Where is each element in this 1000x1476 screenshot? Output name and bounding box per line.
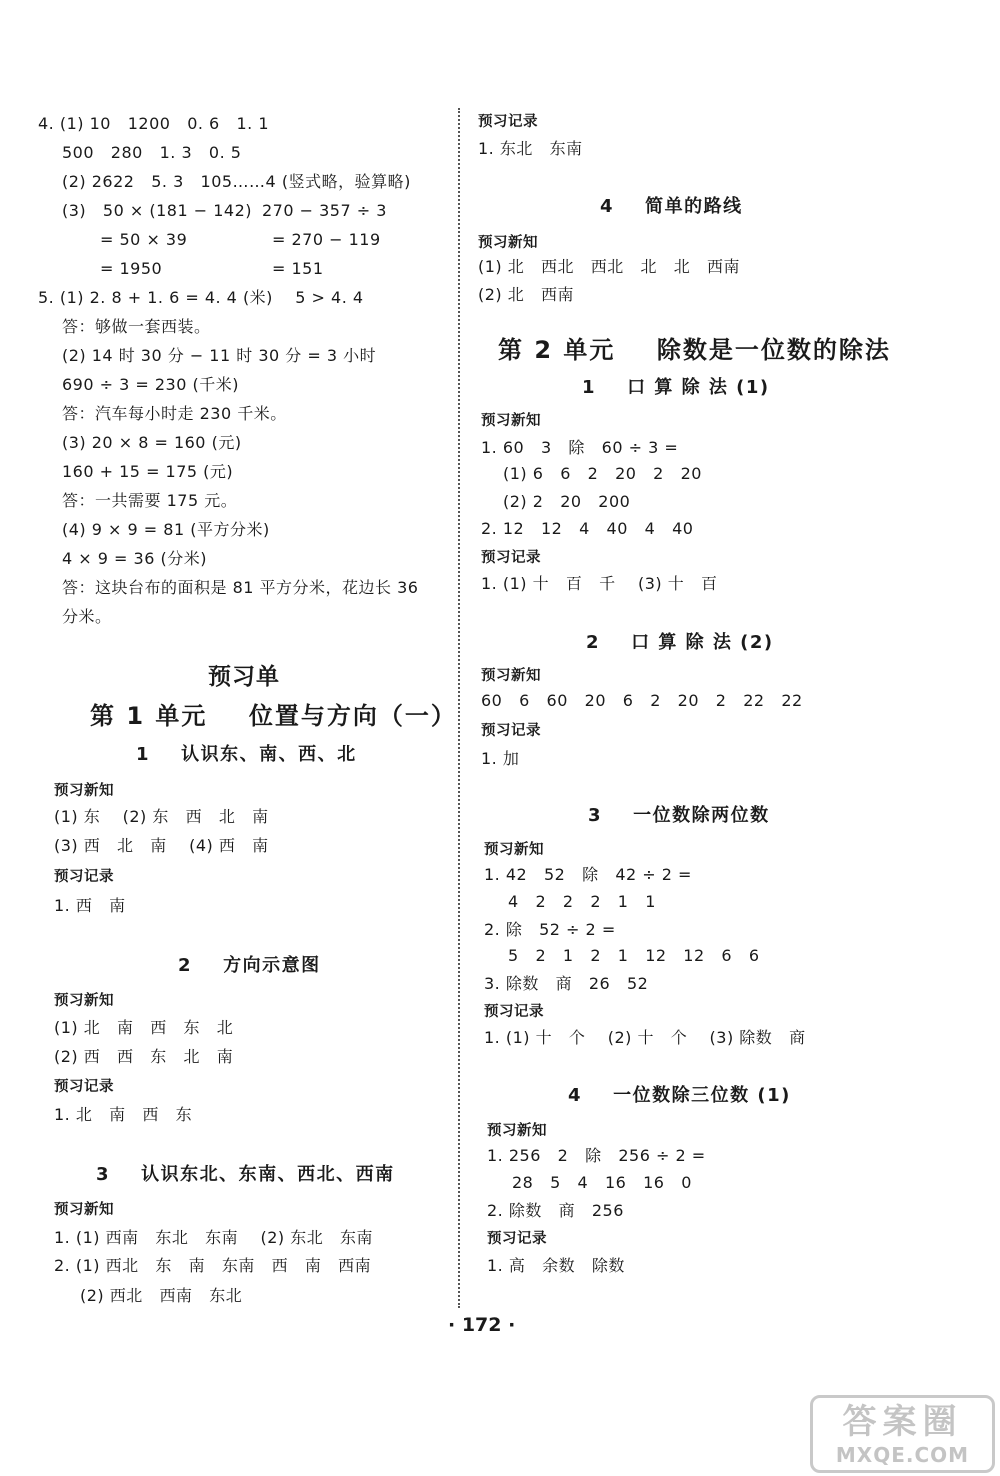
answer-4-line-4a: (3) 50 × (181 − 142) — [62, 201, 252, 220]
answer-4-line-5b: = 270 − 119 — [272, 230, 381, 249]
page-title: 预习单 — [208, 664, 280, 690]
answer-4-line-2: 500 280 1. 3 0. 5 — [62, 143, 242, 162]
page-number: · 172 · — [448, 1314, 516, 1336]
section-4-line-2: (2) 北 西南 — [478, 285, 575, 304]
unit-2-section-1-line-4: 2. 12 12 4 40 4 40 — [481, 519, 694, 538]
unit-2-section-3-line-4: 5 2 1 2 1 12 12 6 6 — [508, 946, 760, 965]
answer-5-line-8: 答：一共需要 175 元。 — [62, 491, 238, 510]
section-3-line-2: 2. (1) 西北 东 南 东南 西 南 西南 — [54, 1256, 372, 1275]
section-2-preview-label: 预习新知 — [54, 993, 114, 1009]
unit-2-section-4-line-1: 1. 256 2 除 256 ÷ 2 = — [487, 1146, 706, 1165]
answer-4-line-4b: 270 − 357 ÷ 3 — [262, 201, 387, 220]
unit-2-section-2-record-label: 预习记录 — [481, 723, 541, 739]
section-4-line-1: (1) 北 西北 西北 北 北 西南 — [478, 257, 741, 276]
unit-2-section-3-preview-label: 预习新知 — [484, 842, 544, 858]
unit-2-section-4-record-label: 预习记录 — [487, 1231, 547, 1247]
watermark-logo — [810, 1395, 995, 1473]
answer-5-line-7: 160 + 15 = 175 (元) — [62, 462, 234, 481]
section-2-record-label: 预习记录 — [54, 1079, 114, 1095]
section-4-heading: 4 简单的路线 — [600, 196, 743, 217]
answer-5-line-12: 分米。 — [62, 607, 112, 626]
unit-2-section-3-record-label: 预习记录 — [484, 1004, 544, 1020]
unit-2-section-4-preview-label: 预习新知 — [487, 1123, 547, 1139]
answer-4-line-3: (2) 2622 5. 3 105……4 (竖式略，验算略) — [62, 172, 411, 191]
watermark-line-1: 答案圈 — [842, 1402, 963, 1442]
unit-2-section-4-line-2: 28 5 4 16 16 0 — [512, 1173, 692, 1192]
answer-4-line-6a: = 1950 — [100, 259, 163, 278]
unit-2-section-2-line-1: 60 6 60 20 6 2 20 2 22 22 — [481, 691, 803, 710]
section-2-line-2: (2) 西 西 东 北 南 — [54, 1047, 234, 1066]
answer-5-line-3: (2) 14 时 30 分 − 11 时 30 分 = 3 小时 — [62, 346, 377, 365]
answer-4-line-5a: = 50 × 39 — [100, 230, 188, 249]
unit-2-section-1-preview-label: 预习新知 — [481, 413, 541, 429]
answer-5-line-6: (3) 20 × 8 = 160 (元) — [62, 433, 242, 452]
answer-5-line-11: 答：这块台布的面积是 81 平方分米，花边长 36 — [62, 578, 419, 597]
watermark-line-2: MXQE.COM — [835, 1443, 970, 1467]
section-3-line-1: 1. (1) 西南 东北 东南 (2) 东北 东南 — [54, 1228, 373, 1247]
section-2-line-3: 1. 北 南 西 东 — [54, 1105, 193, 1124]
unit-2-section-2-heading: 2 口 算 除 法 (2) — [586, 632, 774, 653]
answer-5-line-4: 690 ÷ 3 = 230 (千米) — [62, 375, 239, 394]
section-4-preview-label: 预习新知 — [478, 235, 538, 251]
unit-2-section-4-line-3: 2. 除数 商 256 — [487, 1201, 624, 1220]
record-label-top: 预习记录 — [478, 114, 538, 130]
unit-2-section-3-line-3: 2. 除 52 ÷ 2 = — [484, 920, 616, 939]
answer-5-line-1: 5. (1) 2. 8 + 1. 6 = 4. 4 (米) 5 > 4. 4 — [38, 288, 364, 307]
record-line-top: 1. 东北 东南 — [478, 139, 583, 158]
answer-5-line-10: 4 × 9 = 36 (分米) — [62, 549, 207, 568]
unit-2-section-3-heading: 3 一位数除两位数 — [588, 805, 770, 826]
unit-2-section-3-line-6: 1. (1) 十 个 (2) 十 个 (3) 除数 商 — [484, 1028, 806, 1047]
unit-2-section-1-line-3: (2) 2 20 200 — [503, 492, 631, 511]
section-1-preview-label: 预习新知 — [54, 783, 114, 799]
unit-2-section-3-line-2: 4 2 2 2 1 1 — [508, 892, 656, 911]
answer-4-line-1: 4. (1) 10 1200 0. 6 1. 1 — [38, 114, 270, 133]
answer-5-line-5: 答：汽车每小时走 230 千米。 — [62, 404, 287, 423]
section-1-heading: 1 认识东、南、西、北 — [136, 744, 357, 765]
answer-4-line-6b: = 151 — [272, 259, 324, 278]
unit-2-section-1-line-2: (1) 6 6 2 20 2 20 — [503, 464, 702, 483]
unit-1-heading: 第 1 单元 位置与方向（一） — [90, 702, 457, 730]
section-1-line-2: (3) 西 北 南 (4) 西 南 — [54, 836, 269, 855]
unit-2-section-2-line-2: 1. 加 — [481, 749, 520, 768]
unit-2-section-3-line-1: 1. 42 52 除 42 ÷ 2 = — [484, 865, 692, 884]
section-3-line-3: (2) 西北 西南 东北 — [80, 1286, 243, 1305]
unit-2-heading: 第 2 单元 除数是一位数的除法 — [498, 336, 891, 364]
unit-2-section-1-record-label: 预习记录 — [481, 550, 541, 566]
unit-2-section-1-line-1: 1. 60 3 除 60 ÷ 3 = — [481, 438, 679, 457]
unit-2-section-3-line-5: 3. 除数 商 26 52 — [484, 974, 649, 993]
unit-2-section-1-line-5: 1. (1) 十 百 千 (3) 十 百 — [481, 574, 718, 593]
section-3-preview-label: 预习新知 — [54, 1202, 114, 1218]
section-3-heading: 3 认识东北、东南、西北、西南 — [96, 1164, 395, 1185]
unit-2-section-1-heading: 1 口 算 除 法 (1) — [582, 377, 770, 398]
answer-5-line-9: (4) 9 × 9 = 81 (平方分米) — [62, 520, 270, 539]
section-1-line-1: (1) 东 (2) 东 西 北 南 — [54, 807, 269, 826]
section-1-record-label: 预习记录 — [54, 869, 114, 885]
unit-2-section-4-line-4: 1. 高 余数 除数 — [487, 1256, 625, 1275]
answer-5-line-2: 答：够做一套西装。 — [62, 317, 211, 336]
section-2-line-1: (1) 北 南 西 东 北 — [54, 1018, 234, 1037]
unit-2-section-2-preview-label: 预习新知 — [481, 668, 541, 684]
section-2-heading: 2 方向示意图 — [178, 955, 321, 976]
unit-2-section-4-heading: 4 一位数除三位数 (1) — [568, 1085, 791, 1106]
column-divider — [458, 108, 460, 1308]
section-1-line-3: 1. 西 南 — [54, 896, 126, 915]
